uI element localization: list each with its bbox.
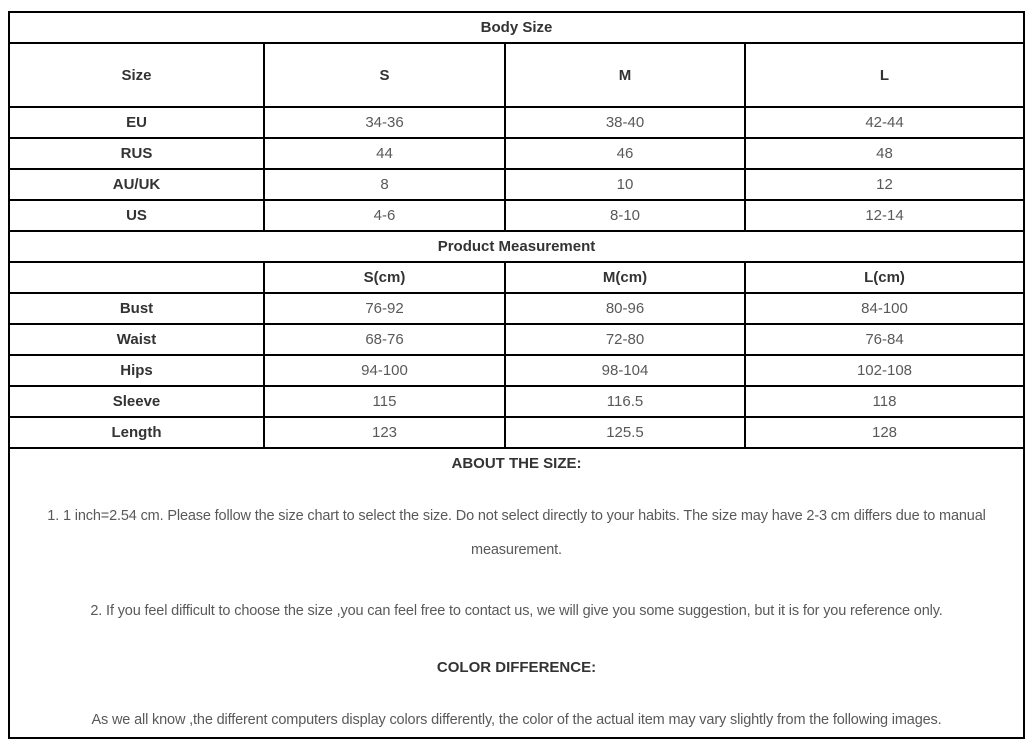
about-note-2: 2. If you feel difficult to choose the size ,you can feel free to contact us, we will give you some suggestion, but it is for you reference only. (90, 603, 943, 619)
product-measurement-title-row (9, 231, 1024, 262)
sleeve-m-value: 116.5 (505, 386, 745, 417)
bust-l-value: 84-100 (745, 293, 1024, 324)
table-row-auuk (9, 169, 1024, 200)
product-measurement-title: Product Measurement (9, 231, 1024, 262)
measurement-col-s: S(cm) (264, 262, 505, 293)
measurement-header-empty (9, 262, 264, 293)
hips-l-value: 102-108 (745, 355, 1024, 386)
about-the-size-heading: ABOUT THE SIZE: (451, 455, 582, 472)
table-row-hips (9, 355, 1024, 386)
auuk-m-value: 10 (505, 169, 745, 200)
rus-s-value: 44 (264, 138, 505, 169)
table-row-us (9, 200, 1024, 231)
size-col-l: L (745, 43, 1024, 107)
measurement-col-m: M(cm) (505, 262, 745, 293)
bust-s-value: 76-92 (264, 293, 505, 324)
color-difference-note: As we all know ,the different computers display colors differently, the color of the actual item may vary slightly from the following images. (91, 712, 942, 728)
eu-l-value: 42-44 (745, 107, 1024, 138)
rus-l-value: 48 (745, 138, 1024, 169)
eu-s-value: 34-36 (264, 107, 505, 138)
hips-m-value: 98-104 (505, 355, 745, 386)
table-row-eu (9, 107, 1024, 138)
sleeve-s-value: 115 (264, 386, 505, 417)
waist-m-value: 72-80 (505, 324, 745, 355)
row-label-sleeve: Sleeve (9, 386, 264, 417)
size-header-label: Size (9, 43, 264, 107)
row-label-waist: Waist (9, 324, 264, 355)
table-row-sleeve (9, 386, 1024, 417)
bust-m-value: 80-96 (505, 293, 745, 324)
color-difference-heading: COLOR DIFFERENCE: (436, 659, 597, 676)
sleeve-l-value: 118 (745, 386, 1024, 417)
size-chart-table (8, 11, 1025, 739)
table-row-bust (9, 293, 1024, 324)
rus-m-value: 46 (505, 138, 745, 169)
length-s-value: 123 (264, 417, 505, 448)
body-size-header-row (9, 43, 1024, 107)
row-label-length: Length (9, 417, 264, 448)
hips-s-value: 94-100 (264, 355, 505, 386)
table-row-waist (9, 324, 1024, 355)
row-label-auuk: AU/UK (9, 169, 264, 200)
body-size-title: Body Size (9, 12, 1024, 43)
size-col-s: S (264, 43, 505, 107)
measurement-col-l: L(cm) (745, 262, 1024, 293)
row-label-bust: Bust (9, 293, 264, 324)
length-l-value: 128 (745, 417, 1024, 448)
size-chart-page (8, 11, 1023, 739)
row-label-us: US (9, 200, 264, 231)
waist-l-value: 76-84 (745, 324, 1024, 355)
us-s-value: 4-6 (264, 200, 505, 231)
table-row-length (9, 417, 1024, 448)
us-m-value: 8-10 (505, 200, 745, 231)
body-size-title-row (9, 12, 1024, 43)
row-label-eu: EU (9, 107, 264, 138)
notes-section (9, 448, 1024, 738)
size-col-m: M (505, 43, 745, 107)
us-l-value: 12-14 (745, 200, 1024, 231)
row-label-rus: RUS (9, 138, 264, 169)
table-row-rus (9, 138, 1024, 169)
eu-m-value: 38-40 (505, 107, 745, 138)
waist-s-value: 68-76 (264, 324, 505, 355)
auuk-l-value: 12 (745, 169, 1024, 200)
about-note-1: 1. 1 inch=2.54 cm. Please follow the size chart to select the size. Do not select directly to your habits. The size may have 2-3 cm differs due to manual measurement. (47, 508, 986, 558)
notes-row (9, 448, 1024, 738)
length-m-value: 125.5 (505, 417, 745, 448)
measurement-header-row (9, 262, 1024, 293)
row-label-hips: Hips (9, 355, 264, 386)
auuk-s-value: 8 (264, 169, 505, 200)
